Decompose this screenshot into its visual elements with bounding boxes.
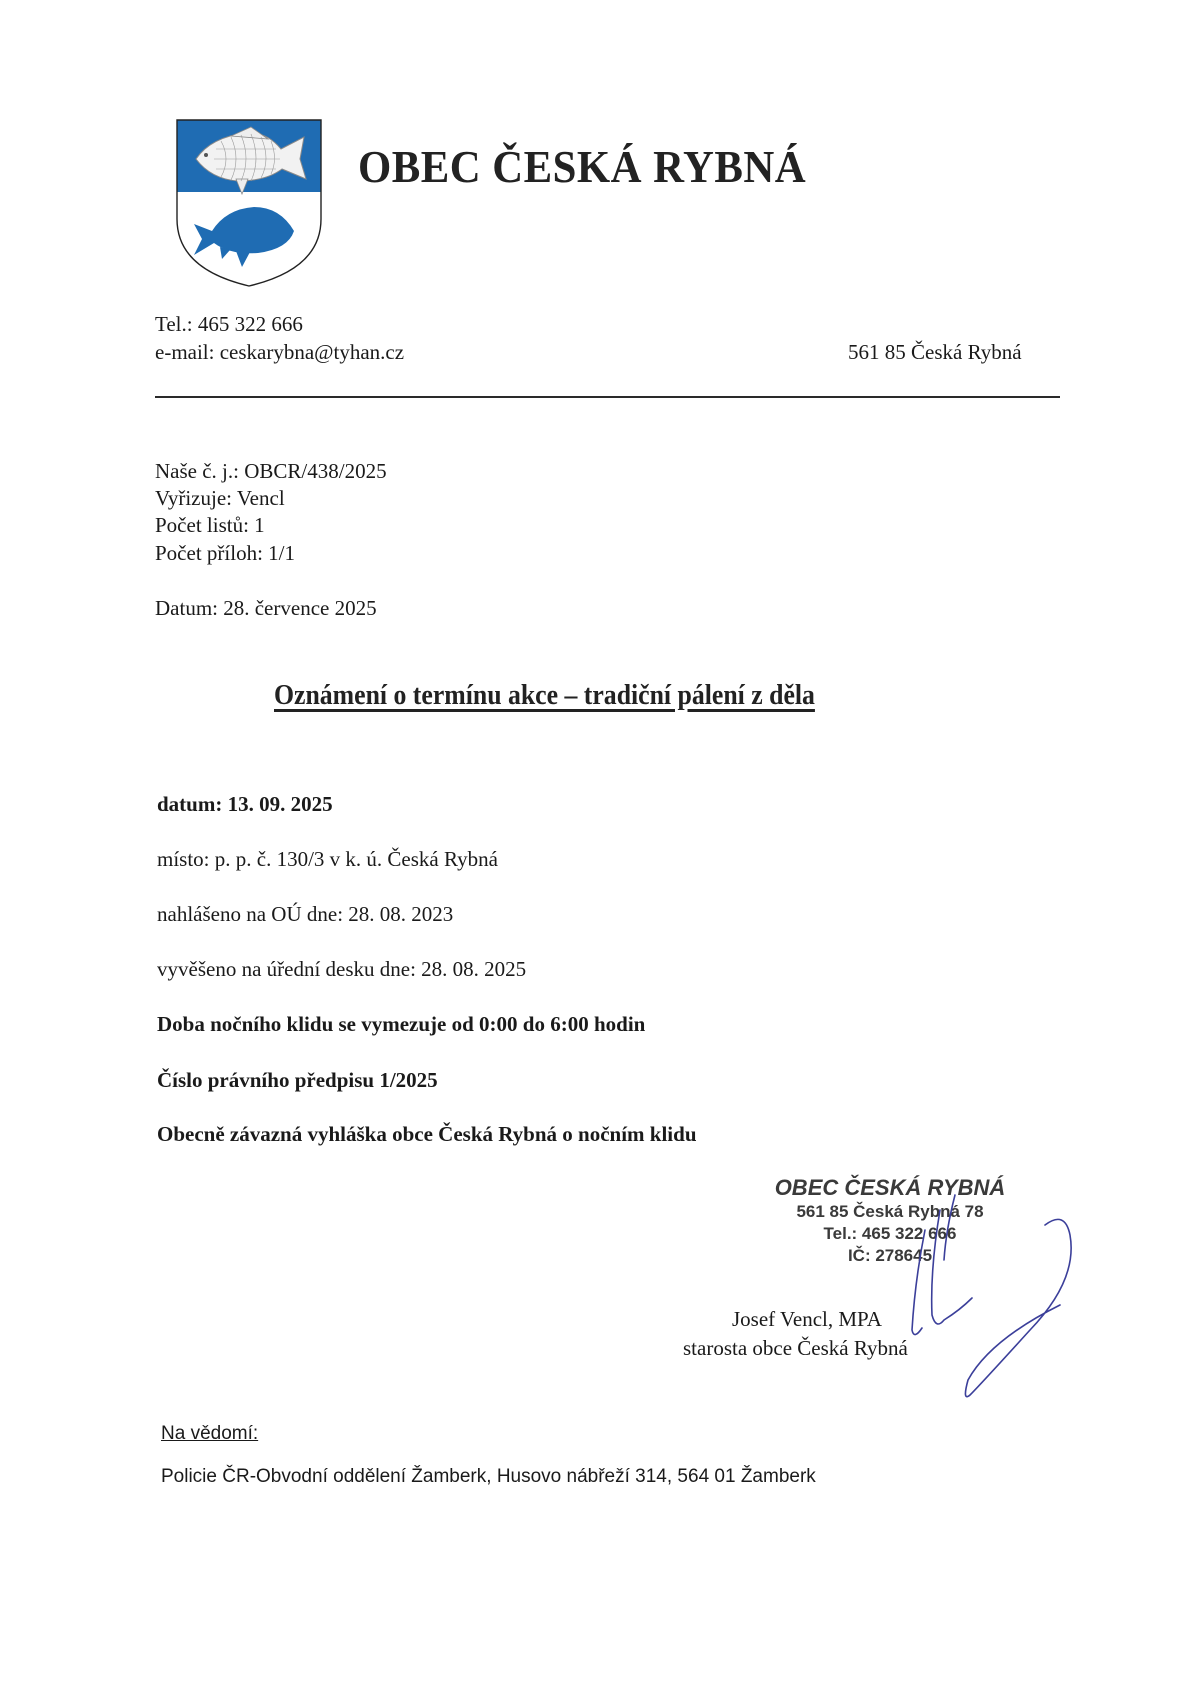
posted-date: vyvěšeno na úřední desku dne: 28. 08. 2025: [157, 957, 527, 981]
reported-date: nahlášeno na OÚ dne: 28. 08. 2023: [157, 902, 454, 926]
document-date: Datum: 28. července 2025: [155, 596, 377, 620]
attachment-count: Počet příloh: 1/1: [155, 541, 295, 565]
organization-title: OBEC ČESKÁ RYBNÁ: [358, 141, 807, 192]
signatory-name: Josef Vencl, MPA: [732, 1307, 882, 1331]
stamp-ic: IČ: 278645: [847, 1246, 933, 1265]
cc-recipient: Policie ČR-Obvodní oddělení Žamberk, Husovo nábřeží 314, 564 01 Žamberk: [161, 1466, 816, 1487]
sheet-count: Počet listů: 1: [155, 513, 265, 537]
stamp-address: 561 85 Česká Rybná 78: [796, 1202, 984, 1221]
regulation-name: Obecně závazná vyhláška obce Česká Rybná o nočním klidu: [157, 1122, 697, 1146]
cc-label: Na vědomí:: [161, 1423, 259, 1444]
stamp-phone: Tel.: 465 322 666: [823, 1224, 957, 1243]
header-address: 561 85 Česká Rybná: [848, 340, 1022, 364]
regulation-number: Číslo právního předpisu 1/2025: [157, 1068, 438, 1092]
handled-by: Vyřizuje: Vencl: [155, 486, 285, 510]
header-phone: Tel.: 465 322 666: [155, 312, 303, 336]
signatory-role: starosta obce Česká Rybná: [683, 1336, 908, 1360]
stamp-title: OBEC ČESKÁ RYBNÁ: [774, 1175, 1006, 1200]
coat-of-arms-fish-icon: [176, 119, 322, 287]
header-email: e-mail: ceskarybna@tyhan.cz: [155, 340, 405, 364]
document-title: Oznámení o termínu akce – tradiční pálení z děla: [274, 680, 815, 711]
reference-number: Naše č. j.: OBCR/438/2025: [155, 459, 387, 483]
header-divider: [155, 396, 1060, 398]
handwritten-signature-icon: [900, 1190, 1090, 1410]
event-place: místo: p. p. č. 130/3 v k. ú. Česká Rybná: [157, 847, 498, 871]
night-quiet-period: Doba nočního klidu se vymezuje od 0:00 do 6:00 hodin: [157, 1012, 646, 1036]
event-date: datum: 13. 09. 2025: [157, 792, 333, 816]
